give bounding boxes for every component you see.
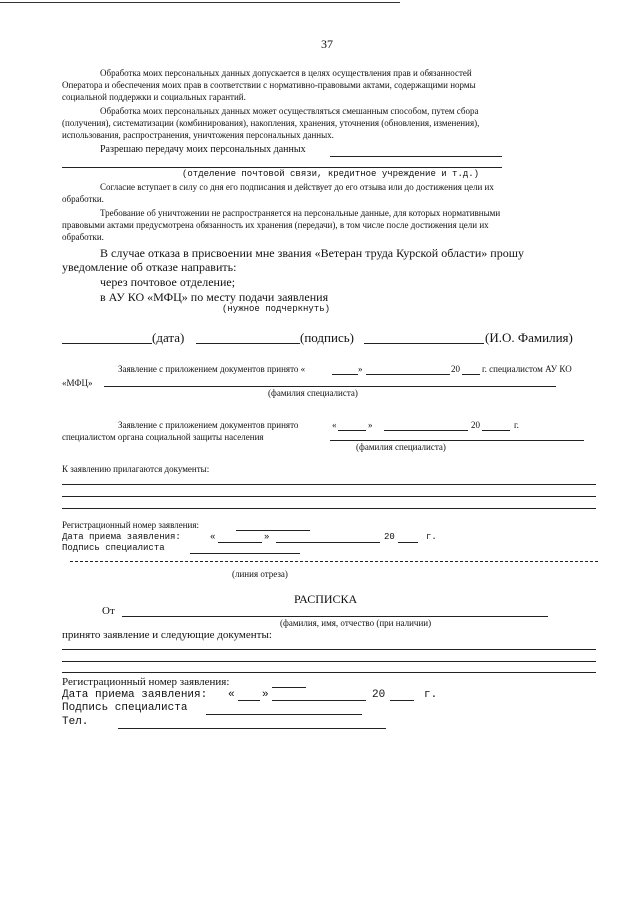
reg1-day-field[interactable]: [218, 542, 262, 543]
mfc-accept-month-field[interactable]: [366, 374, 450, 375]
reg1-g: г.: [426, 532, 437, 542]
date-caption: (дата): [152, 330, 185, 345]
mfc-accept-text: Заявление с приложением документов принято «: [118, 364, 306, 374]
mfc-accept-year-prefix: 20: [451, 364, 460, 374]
consent-p2-line1: Обработка моих персональных данных может осуществляться смешанным способом, путем сбора: [100, 106, 479, 116]
consent-p1-line2: Оператора и обеспечения моих прав в соответствии с нормативно-правовыми актами, содержащими нормы: [62, 80, 476, 90]
attachments-line-1[interactable]: [62, 484, 596, 485]
reg1-year-field[interactable]: [398, 542, 418, 543]
attachments-label: К заявлению прилагаются документы:: [62, 464, 210, 474]
reg1-number-field[interactable]: [236, 530, 310, 531]
receipt-g: г.: [424, 689, 438, 701]
social-accept-day-field[interactable]: [338, 430, 366, 431]
transfer-recipient-field[interactable]: [330, 156, 502, 157]
refusal-line2: уведомление об отказе направить:: [62, 260, 237, 274]
receipt-reg-number-label: Регистрационный номер заявления:: [62, 676, 230, 688]
mfc-accept-quote-close: »: [358, 364, 363, 374]
consent-p3-line1: Согласие вступает в силу со дня его подписания и действует до его отзыва или до достижения цели их: [100, 182, 494, 192]
receipt-from-field[interactable]: [122, 616, 548, 617]
fullname-caption: (И.О. Фамилия): [485, 330, 573, 345]
reg1-quote-open: «: [210, 532, 216, 542]
receipt-phone-label: Тел.: [62, 716, 89, 728]
reg1-signature-label: Подпись специалиста: [62, 543, 165, 553]
reg1-month-field[interactable]: [276, 542, 380, 543]
signature-field[interactable]: [196, 343, 300, 344]
reg1-quote-close: »: [264, 532, 270, 542]
transfer-hint: (отделение почтовой связи, кредитное учреждение и т.д.): [182, 169, 480, 179]
social-accept-month-field[interactable]: [384, 430, 468, 431]
social-specialist-hint: (фамилия специалиста): [356, 442, 446, 452]
refusal-option-mfc[interactable]: в АУ КО «МФЦ» по месту подачи заявления: [100, 290, 329, 304]
consent-p4-line1: Требование об уничтожении не распространяется на персональные данные, для которых нормативными: [100, 208, 501, 218]
consent-p2-line3: использования, распространения, уничтожения персональных данных.: [62, 130, 334, 140]
consent-p4-line3: обработки.: [62, 232, 104, 242]
receipt-year-field[interactable]: [390, 700, 414, 701]
attachments-line-3[interactable]: [62, 508, 596, 509]
refusal-hint: (нужное подчеркнуть): [222, 304, 331, 314]
mfc-accept-tail: г. специалистом АУ КО: [482, 364, 572, 374]
fullname-field[interactable]: [364, 343, 484, 344]
receipt-docs-line-2[interactable]: [62, 661, 596, 662]
receipt-title: РАСПИСКА: [294, 592, 358, 606]
consent-p1-line3: социальной поддержки и социальных гарантий.: [62, 92, 246, 102]
receipt-from-label: От: [102, 605, 115, 617]
receipt-docs-line-3[interactable]: [62, 672, 596, 673]
reg1-year-prefix: 20: [384, 532, 395, 542]
consent-p4-line2: правовыми актами предусмотрена обязанность их хранения (передачи), в том числе после достижения цели их: [62, 220, 489, 230]
receipt-signature-field[interactable]: [206, 714, 362, 715]
page-number: 37: [321, 37, 333, 51]
receipt-date-label: Дата приема заявления:: [62, 689, 208, 701]
receipt-year-prefix: 20: [372, 689, 386, 701]
mfc-accept-day-field[interactable]: [332, 374, 358, 375]
top-rule: [0, 2, 400, 3]
social-accept-quote-open: «: [332, 420, 337, 430]
social-specialist-label: специалистом органа социальной защиты населения: [62, 432, 264, 442]
reg1-signature-field[interactable]: [190, 553, 300, 554]
social-accept-text: Заявление с приложением документов принято: [118, 420, 299, 430]
social-accept-g: г.: [514, 420, 519, 430]
receipt-signature-label: Подпись специалиста: [62, 702, 188, 714]
receipt-from-hint: (фамилия, имя, отчество (при наличии): [280, 618, 432, 628]
receipt-phone-field[interactable]: [118, 728, 386, 729]
mfc-accept-year-field[interactable]: [462, 374, 480, 375]
mfc-specialist-hint: (фамилия специалиста): [268, 388, 358, 398]
consent-p3-line2: обработки.: [62, 194, 104, 204]
receipt-day-field[interactable]: [238, 700, 260, 701]
refusal-line1: В случае отказа в присвоении мне звания «Ветеран труда Курской области» прошу: [100, 246, 524, 260]
social-accept-year-prefix: 20: [471, 420, 480, 430]
transfer-consent-label: Разрешаю передачу моих персональных данных: [100, 144, 306, 155]
signature-caption: (подпись): [300, 330, 354, 345]
receipt-accepted-label: принято заявление и следующие документы:: [62, 629, 272, 641]
mfc-specialist-field[interactable]: [104, 386, 556, 387]
transfer-recipient-field-2[interactable]: [62, 167, 502, 168]
receipt-quote-close: »: [262, 689, 269, 701]
social-accept-year-field[interactable]: [482, 430, 510, 431]
reg1-number-label: Регистрационный номер заявления:: [62, 520, 199, 530]
reg1-date-label: Дата приема заявления:: [62, 532, 181, 542]
consent-p2-line2: (получения), систематизации (комбинирования), накопления, хранения, уточнения (обновления, изменения),: [62, 118, 480, 128]
mfc-label: «МФЦ»: [62, 378, 93, 388]
cut-dashed-line: [70, 561, 598, 562]
refusal-option-post[interactable]: через почтовое отделение;: [100, 275, 236, 289]
date-field[interactable]: [62, 343, 152, 344]
social-accept-quote-close: »: [368, 420, 373, 430]
attachments-line-2[interactable]: [62, 496, 596, 497]
consent-p1-line1: Обработка моих персональных данных допускается в целях осуществления прав и обязанностей: [100, 68, 472, 78]
social-specialist-field[interactable]: [330, 440, 584, 441]
cut-line-caption: (линия отреза): [232, 569, 288, 579]
receipt-quote-open: «: [228, 689, 235, 701]
receipt-reg-number-field[interactable]: [272, 687, 306, 688]
receipt-docs-line-1[interactable]: [62, 649, 596, 650]
receipt-month-field[interactable]: [272, 700, 366, 701]
